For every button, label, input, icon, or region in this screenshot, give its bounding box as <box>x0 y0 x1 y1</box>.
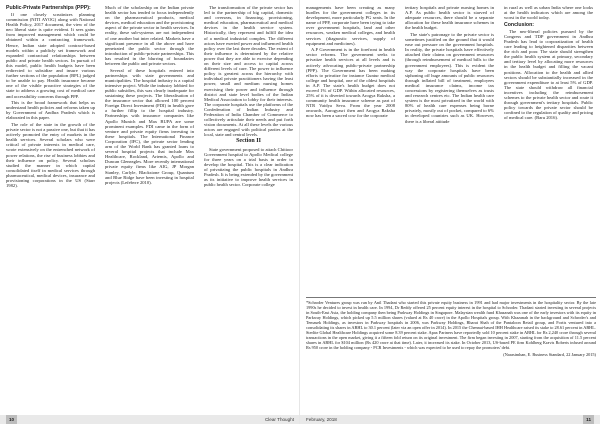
paragraph: The role of the state in the growth of the private sector is not a passive one, but that it has actively promoted the entry of markets in the health services. Several scholars who were critical of private interests in medical care, wrote extensively on the entrenched network of power relations, the rise of business lobbies and their influence on policy. Several scholars studied the manner in which capital consolidated itself in medical services through pharmaceutical, medical devices, insurance and provisioning corporations in the US (Starr 1982). <box>6 121 95 189</box>
paragraph: The neo-liberal policies pursued by the Congress and TDP government in Andhra Pradesh has lead to corporatization of health care leading to heightened disparities between the rich and poor. The state should strengthen the public health system at primary, secondary and tertiary level by allocating more resources in the health budget and filling the vacant positions. Allocation to the health and allied sectors should be substantially increased in the government expenditure to at least 5% of GDP. The state should withdraw all financial incentives including the reimbursement schemes to the private health sector and route it through government's tertiary hospitals. Public policy towards the private sector should be confined to the regulation of quality and pricing of medical care. (Baru 2016). <box>504 28 593 121</box>
conclusion-heading: Conclusion: <box>504 21 534 28</box>
paragraph: in rural as well as urban India where one looks at the health indicators which are among the worst in the world today. <box>504 5 593 21</box>
footnote <box>306 297 596 357</box>
right-column-1 <box>306 5 395 120</box>
right-page-footer <box>300 415 600 424</box>
left-page-footer <box>0 415 300 424</box>
section-ii-heading: Section II <box>236 138 261 145</box>
page-number: 11 <box>583 415 594 424</box>
right-column-3 <box>504 5 593 122</box>
paragraph: This is the broad framework that helps us understand health policies and reforms taken up by Government of Andhra Pradesh which is elaborated in this paper. <box>6 100 95 121</box>
footnote-text: *Schroder Ventures group was run by Anil Thadani who started this private equity business in 1991 and had major investments in the hospitality sector. By the late 1990s he decided to invest in health care. In 1994, Dr Reddy offered 25 percent equity interest in the hospital to Schroder. Thadani started investing in several projects in South-East Asia, the holding company then being Parkway Holdings in Singapore. Malaysian wealth fund Khazanah was one of the early investors with its equity in Parkway Holdings, which picked up 5.5 million shares (valued at Rs 40 crore) in the Apollo Hospitals group. With Khazanah in the background and Schroder's and Temasek Holdings, as investors in Parkway hospitals in 2006, was Parkway Holdings, Bharat Shah of the Pantaloon Retail group, and Fortis ventured into a consolidating its shares in ABHL to 30.1 percent (later via an open offer in 2014). In 2015 the Chennai-based IHH Healthcare raised its stake to 28.61 percent in ABHL. Sterlite Global Healthcare Holdings acquired some 8.39 percent stake. Apax Partners have reportedly sold 10 percent stake in ABHL for Rs 2,240 crore through several transactions in the open market, giving it a fifteen fold return on its original investment. The firm began investing in 2007, starting from the acquisition of 11.5 percent shares in ABHL for $104 million (Rs 420 crore at that time). Later, it increased its stake. In October 2013, US-based PE firm Kohlberg Kravis Roberts infused around Rs 950 crore in the holding company - PCR Investments - which was expected to be used to repay the promoters' debt. <box>306 300 596 350</box>
right-column-2 <box>405 5 494 125</box>
left-column-2 <box>105 5 194 186</box>
journal-name: Clear Thought <box>264 417 294 422</box>
right-page <box>300 0 600 424</box>
paragraph: The transformation of the private sector has led to the partnership of big capital, domestic and overseas, in financing, provisioning, medical education, pharmaceutical and medical devices in the health service system. Historically, they represent and fulfill the idea of a medical industrial complex. The different actors have exerted power and influenced health policy over the last three decades. The extent of their influence is determined by the relative power that they are able to exercise depending on their size and access to capital across different levels of care. The power to influence policy is greatest across the hierarchy with individual private practitioners having the least power, small and medium nursing homes exercising their power and influence through district and state level bodies of the Indian Medical Association to lobby for their interests. The corporate hospitals use the platforms of the Confederation of Indian Industry and Federation of India Chamber of Commerce to collectively articulate their needs and put forth vision documents. At all these levels the various actors are engaged with political parties at the local, state and central levels. <box>204 5 293 138</box>
ppp-heading: Public-Private Partnerships (PPP): <box>6 5 91 11</box>
paragraph: The state's patronage to the private sector is sometimes justified on the ground that it would ease out pressure on the government hospitals. In reality, the private hospitals have effectively attached their claims on government resources (through reimbursement of medical bills to the government employees). This is evident the way the corporate hospitals have been siphoning off huge amounts of public resources through inflated bill of treatment, employees medical insurance claims, income tax concessions by registering themselves as trusts and research centres etc. The Indian health care system is the most privatized in the world with 80% of health care expenses being borne privately, mostly out of pocket, compared to 6% in developed countries such as UK. However, there is a liberal attitude <box>405 31 494 124</box>
paragraph: If one closely scrutinizes planning commission (NITI AYOG) along with National Health Policy, 2017 document, the view of the neo liberal state is quite evident. It sees gains from improved management which could be obtained within a contracting framework. Hence, Indian state adopted contract-based models within a publicly set framework and expanded contractual relationships between public and private health sectors. In pursuit of this model, public health budgets have been redirected to subsidize and insure various further sections of the population (BPL) judged to be unable to pay. Health insurance became one of the visible proactive strategies of the state to address a growing cost of medical care and accessibility concerns through PPP. <box>6 12 95 99</box>
left-column-3 <box>204 5 293 189</box>
paragraph: tertiary hospitals and private nursing homes in A.P. As public health sector is starved of adequate resources, there should be a separate allocation for these health insurance schemes in the health budget. <box>405 5 494 31</box>
paragraph: Several of these hospitals entered into partnerships with state governments and municipalities. The hospital industry is a capital intensive project. While the industry lobbied for public subsidies, this was clearly inadequate for sustaining these projects. The liberalisation of the insurance sector that allowed 100 percent Foreign Direct Investment (FDI) in health gave a further fillip to the hospital industry. Partnerships with insurance companies like Apollo Munich and Max BUPA are some prominent examples. FDI came in the form of venture and private equity firms investing in these hospitals. The International Finance Corporation (IFC), the private sector lending arm of the World Bank has granted loans to several hospital projects that include Max Healthcare, Rockland, Artemis, Apollo and Duncan Gleneagles. More recently international private equity firms like AIG, JP Morgan Stanley, Carlyle, Blackstone Group, Quantum and Blue Ridge have been investing in hospital projects (Lefebvre 2010). <box>105 67 194 185</box>
paragraph: State government proposed to attach Chittoor Government hospital to Apollo Medical college for three years on a trial basis in order to develop the hospital. This is a clear indication of privatizing the public hospitals in Andhra Pradesh. It is being extended by the government as its initiative to improve health services in public health sector. Corporate college <box>204 146 293 188</box>
page-number: 10 <box>6 415 17 424</box>
footnote-source: (Narasimhan, E. Business Standard, 22 January 2015) <box>503 352 596 357</box>
paragraph: managements have been creating as many hurdles for the government colleges in its development, more particularly PG seats. In the name of PPP, corporate have been trying to take over government hospitals, land and other resources, weaken medical colleges, and health services (diagnostic services, supply of equipment and medicines). <box>306 5 395 46</box>
paragraph: A.P Government is in the forefront in health sector reforms. The government seeks to privatize health services at all levels and is actively advocating public-private partnership (PPP). The Government has been making efforts to privatize for instance Guntur medical college and hospital, one of the oldest hospitals in A.P. The state's health budget does not exceed 1% of GDP. Within allocated resources, 25% of it is diverted towards Arogya Raksha, a community health insurance scheme as part of NTR Vaidya Seva. From the year 2008 onwards, Aarogyasri then and Arogya Raksha now has been a sacred cow for the corporate <box>306 47 395 119</box>
left-column-1 <box>6 5 95 190</box>
issue-date: February, 2018 <box>306 417 337 422</box>
paragraph: Much of the scholarship on the Indian private health sector has tended to focus independently on the pharmaceutical products, medical devices, medical education and the provisioning aspect of the private sector in health services. In reality, these sub-systems are not independent of one another but inter related. Markets have a significant presence in all the above and have penetrated the public sector through the introduction of public-private partnerships. This has resulted in the blurring of boundaries between the public and private sectors. <box>105 5 194 67</box>
